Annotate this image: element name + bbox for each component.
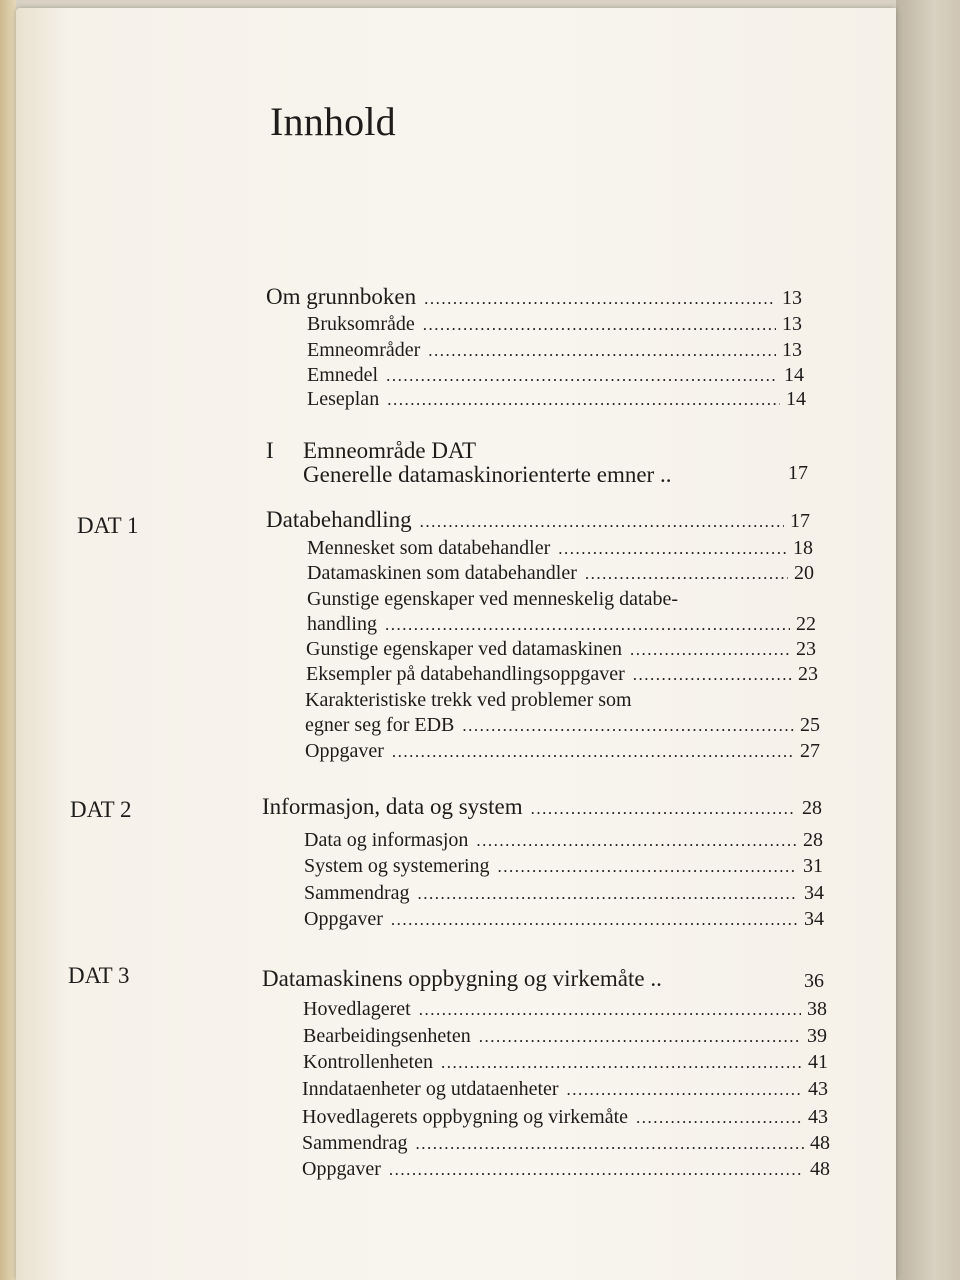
toc-entry-page: 28 — [803, 829, 823, 851]
toc-entry-page: 43 — [808, 1106, 828, 1128]
toc-entry-title: Oppgaver — [304, 908, 383, 930]
section-subheading-page: 17 — [788, 462, 808, 484]
toc-entry — [302, 1132, 830, 1155]
toc-entry-page: 23 — [798, 663, 818, 685]
dot-leader — [419, 1000, 801, 1020]
background-right — [896, 0, 960, 1280]
toc-entry — [303, 1051, 828, 1074]
toc-entry-title: Informasjon, data og system — [262, 794, 523, 819]
toc-entry-page: 41 — [808, 1051, 828, 1073]
toc-entry — [305, 740, 820, 763]
page-left-edge — [0, 0, 16, 1280]
toc-entry-page: 48 — [810, 1158, 830, 1180]
toc-entry-title: Hovedlageret — [303, 998, 411, 1020]
toc-entry-title: Gunstige egenskaper ved datamaskinen — [306, 638, 623, 660]
toc-entry-page: 14 — [784, 364, 804, 386]
dot-leader — [386, 366, 778, 386]
toc-entry-page: 18 — [793, 537, 813, 559]
dot-leader — [479, 1027, 801, 1047]
dot-leader — [392, 742, 794, 762]
dot-leader — [585, 564, 788, 584]
toc-entry-page: 17 — [790, 510, 810, 532]
toc-entry — [305, 714, 820, 737]
dot-leader — [387, 390, 780, 410]
dot-leader — [420, 512, 784, 532]
toc-entry — [306, 663, 818, 686]
toc-entry-page: 34 — [804, 882, 824, 904]
toc-entry-title: Hovedlagerets oppbygning og virkemåte — [302, 1106, 629, 1128]
toc-entry-page: 34 — [804, 908, 824, 930]
toc-entry-title: egner seg for EDB — [305, 714, 455, 736]
toc-entry-title: Oppgaver — [305, 740, 384, 762]
dot-leader — [385, 615, 790, 635]
toc-wrap-line: Gunstige egenskaper ved menneskelig databe- — [307, 588, 678, 610]
chapter-heading-dat3-page: 36 — [804, 970, 824, 992]
toc-entry — [307, 339, 802, 362]
toc-entry — [307, 364, 804, 387]
dot-leader — [424, 289, 776, 309]
toc-entry — [304, 855, 823, 878]
toc-entry-page: 20 — [794, 562, 814, 584]
toc-entry-page: 25 — [800, 714, 820, 736]
dot-leader — [418, 884, 798, 904]
toc-wrap-line: Karakteristiske trekk ved problemer som — [305, 689, 632, 711]
dot-leader — [423, 315, 776, 335]
toc-entry-page: 48 — [810, 1132, 830, 1154]
toc-entry-title: Eksempler på databehandlingsoppgaver — [306, 663, 625, 685]
toc-entry — [302, 1106, 828, 1129]
toc-entry-title: Data og informasjon — [304, 829, 469, 851]
toc-entry — [304, 829, 823, 852]
dot-leader — [462, 716, 794, 736]
toc-entry-page: 39 — [807, 1025, 827, 1047]
toc-entry — [306, 638, 816, 661]
toc-entry-title: Bearbeidingsenheten — [303, 1025, 471, 1047]
toc-entry — [302, 1158, 830, 1181]
toc-entry-page: 31 — [803, 855, 823, 877]
dot-leader — [558, 539, 787, 559]
toc-entry-title: Emnedel — [307, 364, 379, 386]
toc-entry-title: Databehandling — [266, 507, 412, 532]
toc-entry — [307, 562, 814, 585]
toc-entry-title: Mennesket som databehandler — [307, 537, 551, 559]
toc-entry-page: 14 — [786, 388, 806, 410]
toc-chapter-entry — [266, 284, 802, 310]
chapter-code-dat1: DAT 1 — [77, 513, 139, 538]
toc-entry-page: 27 — [800, 740, 820, 762]
toc-entry-page: 23 — [796, 638, 816, 660]
toc-entry-page: 43 — [808, 1078, 828, 1100]
toc-entry — [303, 1025, 827, 1048]
toc-entry — [307, 388, 806, 411]
section-heading: Emneområde DAT — [303, 438, 477, 463]
toc-entry-page: 13 — [782, 287, 802, 309]
dot-leader — [633, 665, 792, 685]
toc-entry-title: System og systemering — [304, 855, 490, 877]
dot-leader — [391, 910, 798, 930]
toc-entry-title: Emneområder — [307, 339, 421, 361]
toc-entry-title: Om grunnboken — [266, 284, 417, 309]
dot-leader — [567, 1080, 802, 1100]
dot-leader — [476, 831, 797, 851]
toc-entry-title: Leseplan — [307, 388, 380, 410]
chapter-code-dat3: DAT 3 — [68, 963, 130, 988]
toc-entry-page: 13 — [782, 313, 802, 335]
section-numeral: I — [266, 438, 274, 463]
toc-entry-page: 22 — [796, 613, 816, 635]
toc-entry-title: Sammendrag — [304, 882, 410, 904]
toc-entry — [304, 882, 824, 905]
toc-entry — [304, 908, 824, 931]
section-subheading: Generelle datamaskinorienterte emner .. — [303, 462, 672, 487]
toc-entry-title: Inndataenheter og utdataenheter — [302, 1078, 559, 1100]
toc-entry-title: Bruksområde — [307, 313, 415, 335]
dot-leader — [389, 1160, 804, 1180]
toc-entry-page: 38 — [807, 998, 827, 1020]
dot-leader — [416, 1134, 804, 1154]
dot-leader — [441, 1053, 802, 1073]
toc-entry-title: Sammendrag — [302, 1132, 408, 1154]
toc-chapter-entry — [266, 507, 810, 533]
toc-entry — [307, 313, 802, 336]
page-title: Innhold — [270, 99, 396, 144]
toc-entry-title: Kontrollenheten — [303, 1051, 433, 1073]
toc-chapter-entry — [262, 794, 822, 820]
chapter-heading-dat3: Datamaskinens oppbygning og virkemåte .. — [262, 966, 662, 991]
dot-leader — [428, 341, 776, 361]
dot-leader — [636, 1108, 802, 1128]
dot-leader — [531, 799, 796, 819]
toc-entry-title: Oppgaver — [302, 1158, 381, 1180]
toc-entry-page: 13 — [782, 339, 802, 361]
toc-entry — [302, 1078, 828, 1101]
toc-entry-title: Datamaskinen som databehandler — [307, 562, 577, 584]
chapter-code-dat2: DAT 2 — [70, 797, 132, 822]
toc-entry — [303, 998, 827, 1021]
toc-entry-page: 28 — [802, 797, 822, 819]
toc-entry-title: handling — [307, 613, 377, 635]
dot-leader — [498, 857, 797, 877]
toc-entry — [307, 613, 816, 636]
toc-entry — [307, 537, 813, 560]
dot-leader — [630, 640, 790, 660]
